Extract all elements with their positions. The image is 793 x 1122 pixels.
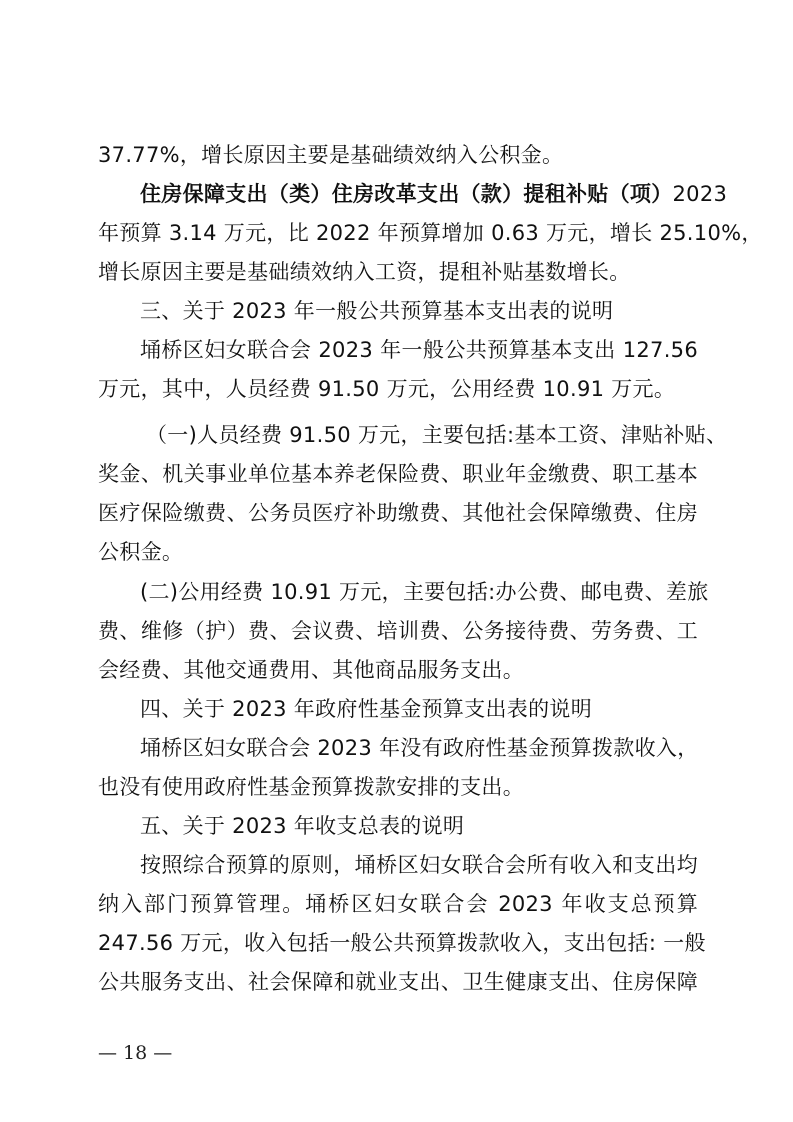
text-line: 纳入部门预算管理。埇桥区妇女联合会 2023 年收支总预算 <box>98 892 698 916</box>
section-heading: 三、关于 2023 年一般公共预算基本支出表的说明 <box>140 299 614 323</box>
text-line: （一)人员经费 91.50 万元，主要包括:基本工资、津贴补贴、 <box>146 423 728 447</box>
text-line: 埇桥区妇女联合会 2023 年一般公共预算基本支出 127.56 <box>140 338 698 362</box>
heading-year: 2023 <box>672 182 728 206</box>
bold-heading: 住房保障支出（类）住房改革支出（款）提租补贴（项） <box>140 182 673 206</box>
text-line: 公共服务支出、社会保障和就业支出、卫生健康支出、住房保障 <box>98 970 698 994</box>
text-line: 医疗保险缴费、公务员医疗补助缴费、其他社会保障缴费、住房 <box>98 501 698 525</box>
text-line: 37.77%，增长原因主要是基础绩效纳入公积金。 <box>98 143 564 167</box>
text-line: 费、维修（护）费、会议费、培训费、公务接待费、劳务费、工 <box>98 619 698 643</box>
text-line: 万元，其中，人员经费 91.50 万元，公用经费 10.91 万元。 <box>98 377 676 401</box>
text-line: 奖金、机关事业单位基本养老保险费、职业年金缴费、职工基本 <box>98 462 698 486</box>
text-line: 年预算 3.14 万元，比 2022 年预算增加 0.63 万元，增长 25.10%， <box>98 221 763 245</box>
text-line: 增长原因主要是基础绩效纳入工资，提租补贴基数增长。 <box>98 260 631 284</box>
text-line: 也没有使用政府性基金预算拨款安排的支出。 <box>98 775 524 799</box>
section-heading: 四、关于 2023 年政府性基金预算支出表的说明 <box>140 697 592 721</box>
text-line: 会经费、其他交通费用、其他商品服务支出。 <box>98 658 524 682</box>
text-line: 埇桥区妇女联合会 2023 年没有政府性基金预算拨款收入， <box>140 736 699 760</box>
text-line: 按照综合预算的原则，埇桥区妇女联合会所有收入和支出均 <box>140 853 698 877</box>
text-line: (二)公用经费 10.91 万元，主要包括:办公费、邮电费、差旅 <box>140 580 709 604</box>
text-line-heading <box>140 180 728 208</box>
text-line: 公积金。 <box>98 540 184 564</box>
section-heading: 五、关于 2023 年收支总表的说明 <box>140 814 465 838</box>
page-number: — 18 — <box>98 1042 173 1064</box>
text-line: 247.56 万元，收入包括一般公共预算拨款收入，支出包括: 一般 <box>98 931 706 955</box>
